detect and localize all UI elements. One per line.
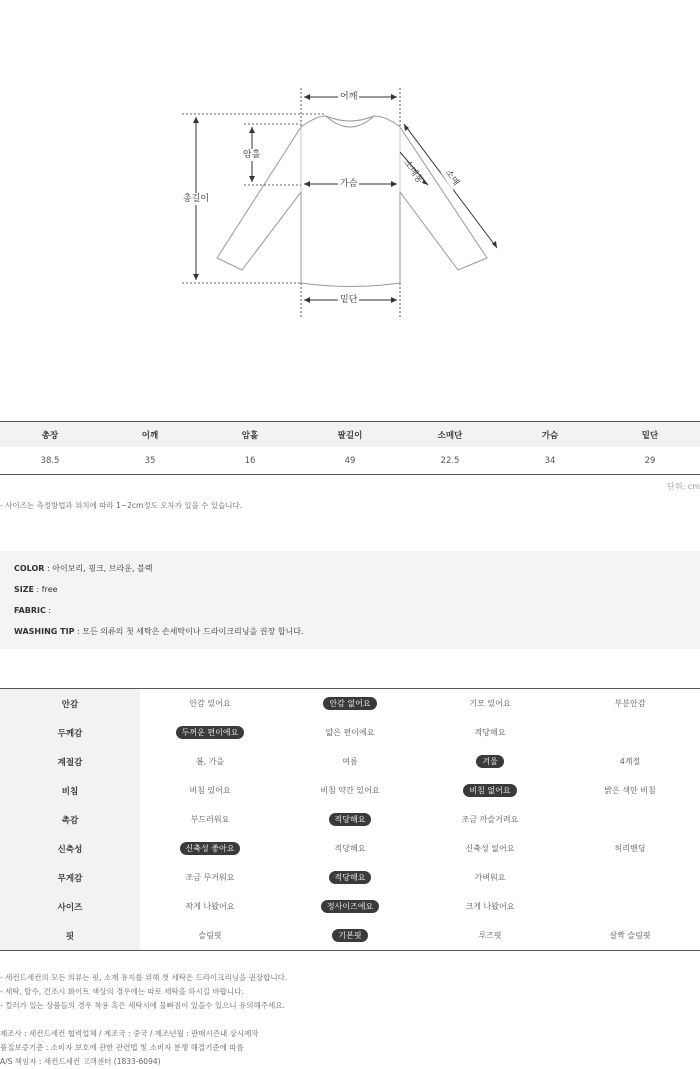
header-arm-length: 팔길이 <box>337 430 363 441</box>
feature-option-selected <box>280 805 420 834</box>
feature-option <box>420 863 560 892</box>
size-note: - 사이즈는 측정방법과 위치에 따라 1~2cm정도 오차가 있을 수 있습니다. <box>0 501 243 510</box>
feature-option-text: 허리밴딩 <box>614 844 646 853</box>
feature-option <box>140 863 280 892</box>
value-armhole: 16 <box>244 455 256 466</box>
feature-option-selected <box>280 921 420 950</box>
feature-option <box>280 747 420 776</box>
feature-option <box>420 834 560 863</box>
feature-option-text: 작게 나왔어요 <box>185 902 235 911</box>
label-hem: 밑단 <box>340 295 358 305</box>
size-info <box>14 583 686 604</box>
feature-row-lining <box>0 689 700 718</box>
feature-option-text: 적당해요 <box>329 813 372 826</box>
value-sleeve-opening: 22.5 <box>440 455 460 466</box>
feature-option-text: 신축성 좋아요 <box>180 842 241 855</box>
feature-option-text: 적당해요 <box>329 871 372 884</box>
value-total-length: 38.5 <box>40 455 60 466</box>
feature-option-text: 비침 있어요 <box>189 786 231 795</box>
label-armhole: 암홀 <box>243 150 261 160</box>
feature-option-text: 슬림핏 <box>198 931 222 940</box>
feature-option-selected <box>280 689 420 718</box>
size-label: SIZE <box>14 585 35 594</box>
feature-label: 무게감 <box>0 863 140 892</box>
feature-option <box>560 805 700 834</box>
feature-option-text: 가벼워요 <box>474 873 506 882</box>
feature-option <box>140 892 280 921</box>
feature-option-text: 부드러워요 <box>190 815 230 824</box>
company-info-line: 제조사 : 세컨드세컨 협력업체 / 제조국 : 중국 / 제조년월 : 판매시즌내 상시제작 <box>0 1029 259 1038</box>
size-diagram <box>0 0 700 400</box>
feature-row-texture <box>0 805 700 834</box>
feature-option <box>140 921 280 950</box>
feature-option-selected <box>280 892 420 921</box>
color-info <box>14 562 686 583</box>
product-info-box <box>0 551 700 649</box>
feature-option <box>420 718 560 747</box>
fabric-value: : <box>45 606 52 615</box>
washing-label: WASHING TIP <box>14 627 75 636</box>
feature-option-text: 여름 <box>342 757 358 766</box>
washing-info <box>14 625 686 646</box>
feature-option-selected <box>420 776 560 805</box>
header-hem: 밑단 <box>641 430 659 441</box>
feature-option-text: 조금 까슬거려요 <box>461 815 519 824</box>
feature-row-fit <box>0 921 700 950</box>
feature-option <box>140 689 280 718</box>
feature-option-text: 조금 무거워요 <box>185 873 235 882</box>
header-sleeve-opening: 소매단 <box>437 430 463 441</box>
color-label: COLOR <box>14 564 45 573</box>
feature-option <box>560 834 700 863</box>
size-table <box>0 421 700 475</box>
label-sleeve: 소매 <box>441 166 463 190</box>
care-note: - 세컨드세컨의 모든 의류는 핏, 소재 유지를 위해 첫 세탁은 드라이크리닝을 권장합니다. <box>0 973 288 982</box>
value-chest: 34 <box>544 455 556 466</box>
feature-option-selected <box>140 718 280 747</box>
feature-label: 신축성 <box>0 834 140 863</box>
feature-label: 핏 <box>0 921 140 950</box>
feature-option <box>560 921 700 950</box>
care-note: - 세탁, 탈수, 건조시 화이트 색상의 경우에는 따로 세탁을 하시길 바랍니다. <box>0 987 244 996</box>
feature-row-sheerness <box>0 776 700 805</box>
feature-row-thickness <box>0 718 700 747</box>
feature-label: 안감 <box>0 689 140 718</box>
feature-option-text: 기모 있어요 <box>469 699 511 708</box>
feature-table <box>0 688 700 951</box>
feature-label: 두께감 <box>0 718 140 747</box>
label-chest: 가슴 <box>340 179 358 189</box>
feature-option <box>140 805 280 834</box>
feature-option-text: 비침 없어요 <box>463 784 516 797</box>
feature-option <box>280 834 420 863</box>
feature-option <box>280 718 420 747</box>
feature-option <box>420 689 560 718</box>
feature-option-text: 4계절 <box>619 757 641 766</box>
header-total-length: 총장 <box>41 430 59 441</box>
feature-option <box>280 776 420 805</box>
feature-option-text: 정사이즈에요 <box>321 900 379 913</box>
feature-row-fit-size <box>0 892 700 921</box>
care-note: - 컬러가 있는 상품들의 경우 착용 혹은 세탁시에 물빠짐이 있을수 있으니 유의해주세요. <box>0 1001 285 1010</box>
unit-label: 단위: cm <box>667 482 700 491</box>
feature-option-selected <box>280 863 420 892</box>
header-shoulder: 어깨 <box>141 430 159 441</box>
company-info-line: 품질보증기준 : 소비자 보호에 관한 관련법 및 소비자 분쟁 해결기준에 따름 <box>0 1043 244 1052</box>
feature-option-text: 겨울 <box>476 755 503 768</box>
feature-option-text: 기본핏 <box>332 929 367 942</box>
fabric-info <box>14 604 686 625</box>
size-table-row <box>0 447 700 474</box>
value-arm-length: 49 <box>344 455 356 466</box>
label-sleeve-opening: 소매통 <box>401 158 425 186</box>
company-info-line: A/S 책임자 : 세컨드세컨 고객센터 (1833-6094) <box>0 1057 161 1066</box>
feature-option-text: 크게 나왔어요 <box>465 902 515 911</box>
feature-option-text: 적당해요 <box>334 844 366 853</box>
feature-option <box>560 689 700 718</box>
washing-value: : 모든 의류의 첫 세탁은 손세탁이나 드라이크리닝을 권장 합니다. <box>74 627 304 636</box>
feature-label: 촉감 <box>0 805 140 834</box>
feature-option <box>560 863 700 892</box>
label-total-length: 총길이 <box>183 194 210 204</box>
feature-option-text: 부분안감 <box>614 699 646 708</box>
feature-label: 계절감 <box>0 747 140 776</box>
feature-option <box>420 892 560 921</box>
feature-label: 사이즈 <box>0 892 140 921</box>
feature-row-stretch <box>0 834 700 863</box>
value-shoulder: 35 <box>144 455 156 466</box>
feature-option-text: 안감 없어요 <box>323 697 376 710</box>
feature-option <box>140 747 280 776</box>
value-hem: 29 <box>644 455 656 466</box>
feature-option-text: 안감 있어요 <box>189 699 231 708</box>
feature-option <box>560 718 700 747</box>
feature-option-selected <box>420 747 560 776</box>
feature-option-text: 두꺼운 편이에요 <box>176 726 245 739</box>
feature-option <box>560 892 700 921</box>
feature-option-text: 얇은 편이에요 <box>325 728 375 737</box>
size-table-header <box>0 422 700 447</box>
feature-option <box>420 805 560 834</box>
header-chest: 가슴 <box>541 430 559 441</box>
feature-option-text: 루즈핏 <box>478 931 502 940</box>
header-armhole: 암홀 <box>241 430 259 441</box>
feature-option-text: 신축성 없어요 <box>465 844 515 853</box>
sweater-outline <box>0 0 700 400</box>
feature-option-text: 비침 약간 있어요 <box>320 786 380 795</box>
feature-option <box>560 776 700 805</box>
fabric-label: FABRIC <box>14 606 46 615</box>
feature-option-text: 적당해요 <box>474 728 506 737</box>
feature-option-text: 봄, 가을 <box>195 757 225 766</box>
feature-row-weight <box>0 863 700 892</box>
feature-option <box>140 776 280 805</box>
color-value: : 아이보리, 핑크, 브라운, 블랙 <box>44 564 153 573</box>
size-value: : free <box>34 585 58 594</box>
feature-option <box>560 747 700 776</box>
feature-option-text: 살짝 슬림핏 <box>609 931 651 940</box>
feature-option-selected <box>140 834 280 863</box>
feature-row-season <box>0 747 700 776</box>
feature-option-text: 밝은 색만 비침 <box>604 786 656 795</box>
feature-label: 비침 <box>0 776 140 805</box>
feature-option <box>420 921 560 950</box>
label-shoulder: 어깨 <box>340 92 358 102</box>
